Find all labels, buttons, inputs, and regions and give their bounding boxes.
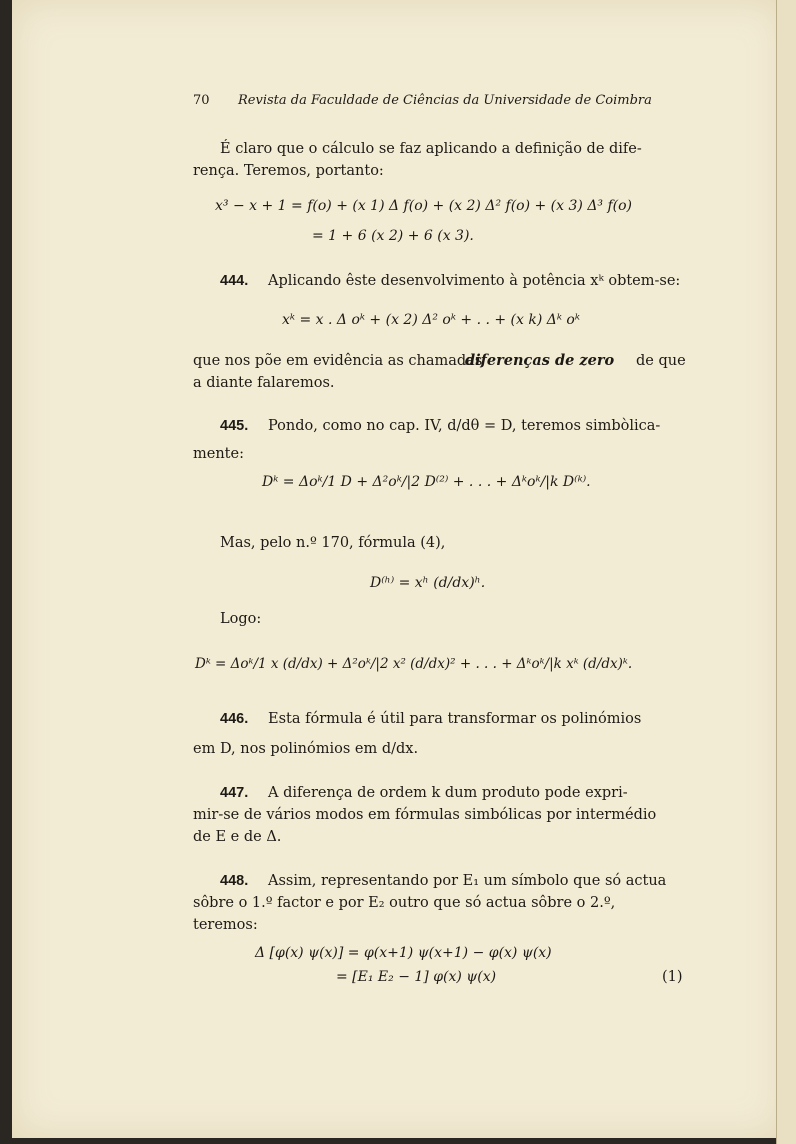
section-444-text: Aplicando êste desenvolvimento à potência xᵏ obtem-se: bbox=[268, 273, 681, 289]
paragraph-2a: que nos põe em evidência as chamadas bbox=[193, 353, 483, 369]
equation-6a: Δ [φ(x) ψ(x)] = φ(x+1) ψ(x+1) − φ(x) ψ(x) bbox=[255, 945, 552, 961]
equation-1b: = 1 + 6 (x 2) + 6 (x 3). bbox=[312, 228, 474, 244]
equation-number: (1) bbox=[662, 969, 683, 985]
equation-6b: = [E₁ E₂ − 1] φ(x) ψ(x) bbox=[336, 969, 497, 985]
paragraph-2c: de que bbox=[636, 353, 686, 369]
paragraph-4: Logo: bbox=[220, 611, 262, 627]
equation-2: xᵏ = x . Δ oᵏ + (x 2) Δ² oᵏ + . . + (x k) Δᵏ oᵏ bbox=[282, 312, 580, 328]
equation-4: D⁽ʰ⁾ = xʰ (d/dx)ʰ. bbox=[370, 575, 486, 591]
section-445-text: Pondo, como no cap. IV, d/dθ = D, teremos simbòlica- bbox=[268, 418, 661, 434]
section-447-text: A diferença de ordem k dum produto pode expri- bbox=[268, 785, 628, 801]
section-445-text-b: mente: bbox=[193, 446, 244, 462]
section-448-text-c: teremos: bbox=[193, 917, 258, 933]
paragraph-2d: a diante falaremos. bbox=[193, 375, 335, 391]
section-446-text-b: em D, nos polinómios em d/dx. bbox=[193, 741, 419, 757]
section-445-number: 445. bbox=[220, 418, 249, 434]
section-447-number: 447. bbox=[220, 785, 249, 801]
section-448-text: Assim, representando por E₁ um símbolo que só actua bbox=[268, 873, 667, 889]
section-448-number: 448. bbox=[220, 873, 249, 889]
equation-3: Dᵏ = Δoᵏ/1 D + Δ²oᵏ/|2 D⁽²⁾ + . . . + Δᵏoᵏ/|k D⁽ᵏ⁾. bbox=[262, 474, 591, 490]
section-446-text: Esta fórmula é útil para transformar os polinómios bbox=[268, 711, 642, 727]
section-447-text-b: mir-se de vários modos em fórmulas simbólicas por intermédio bbox=[193, 807, 657, 823]
running-header: Revista da Faculdade de Ciências da Universidade de Coimbra bbox=[238, 93, 652, 108]
paragraph-3: Mas, pelo n.º 170, fórmula (4), bbox=[220, 535, 446, 551]
page-number: 70 bbox=[193, 93, 210, 108]
page-sheet bbox=[12, 0, 784, 1138]
section-446-number: 446. bbox=[220, 711, 249, 727]
page-edge bbox=[776, 0, 796, 1144]
equation-5: Dᵏ = Δoᵏ/1 x (d/dx) + Δ²oᵏ/|2 x² (d/dx)² + . . . + Δᵏoᵏ/|k xᵏ (d/dx)ᵏ. bbox=[195, 656, 633, 672]
section-447-text-c: de E e de Δ. bbox=[193, 829, 282, 845]
equation-1a: x³ − x + 1 = f(o) + (x 1) Δ f(o) + (x 2) Δ² f(o) + (x 3) Δ³ f(o) bbox=[215, 198, 633, 214]
paragraph-2-emphasis: diferenças de zero bbox=[465, 352, 615, 369]
section-444-number: 444. bbox=[220, 273, 249, 289]
paragraph-1b: rença. Teremos, portanto: bbox=[193, 163, 384, 179]
paragraph-1: É claro que o cálculo se faz aplicando a definição de dife- bbox=[220, 141, 642, 157]
section-448-text-b: sôbre o 1.º factor e por E₂ outro que só actua sôbre o 2.º, bbox=[193, 895, 616, 911]
